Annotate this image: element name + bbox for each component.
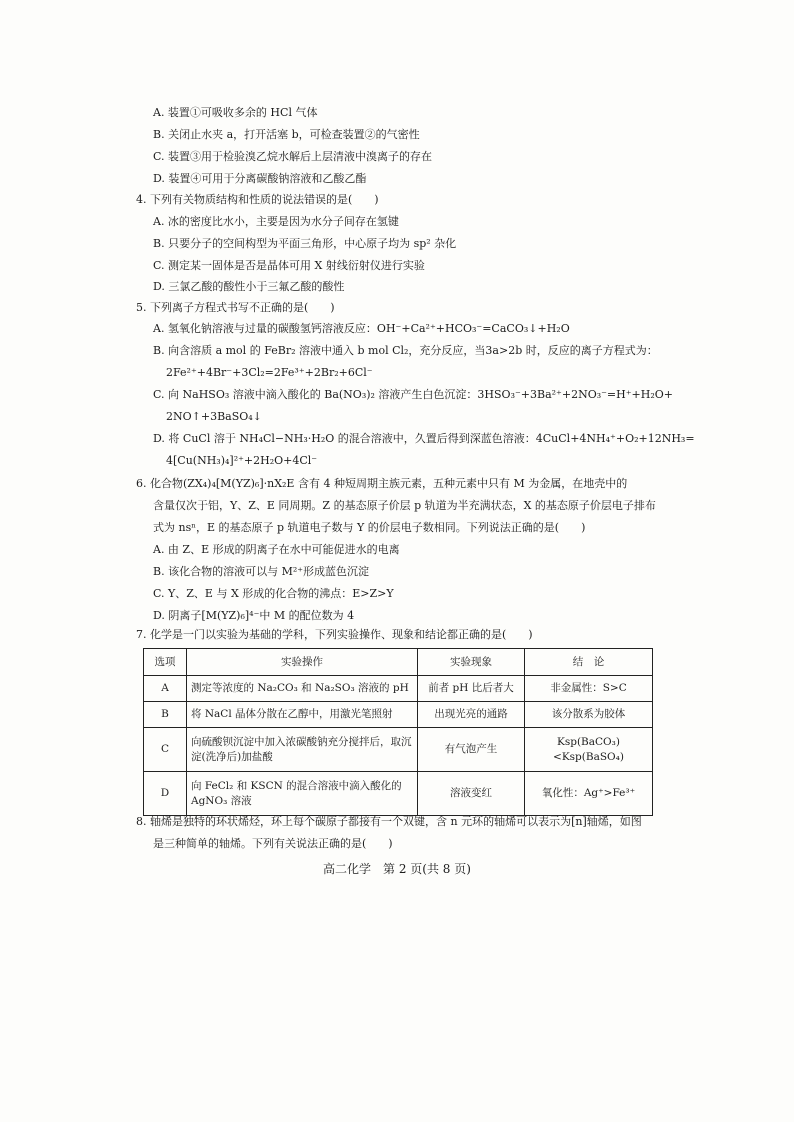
q6-stem-line2: 含量仅次于铝，Y、Z、E 同周期。Z 的基态原子价层 p 轨道为半充满状态，X 的基态原子价层电子排布 [153,499,656,512]
header-conclusion: 结 论 [525,649,653,676]
row-option: D [144,772,187,816]
q6-stem-line3: 式为 nsⁿ，E 的基态原子 p 轨道电子数与 Y 的价层电子数相同。下列说法正确的是( ) [153,521,586,534]
q5-option-b: B. 向含溶质 a mol 的 FeBr₂ 溶液中通入 b mol Cl₂，充分反应，当3a>2b 时，反应的离子方程式为： [153,344,658,357]
q3-option-b: B. 关闭止水夹 a，打开活塞 b，可检查装置②的气密性 [153,128,420,141]
q5-option-c: C. 向 NaHSO₃ 溶液中滴入酸化的 Ba(NO₃)₂ 溶液产生白色沉淀：3HSO₃⁻+3Ba²⁺+2NO₃⁻=H⁺+H₂O+ [153,388,674,401]
row-phenomenon: 前者 pH 比后者大 [418,676,525,702]
table-header-row [144,649,653,676]
q3-option-d: D. 装置④可用于分离碳酸钠溶液和乙酸乙酯 [153,172,367,185]
header-phenomenon: 实验现象 [418,649,525,676]
table-row [144,772,653,816]
q4-option-d: D. 三氯乙酸的酸性小于三氟乙酸的酸性 [153,280,345,293]
experiment-table [143,648,653,816]
row-operation: 测定等浓度的 Na₂CO₃ 和 Na₂SO₃ 溶液的 pH [187,676,418,702]
q5-option-d-cont: 4[Cu(NH₃)₄]²⁺+2H₂O+4Cl⁻ [166,454,318,467]
q5-stem: 5. 下列离子方程式书写不正确的是( ) [136,301,335,314]
row-option: A [144,676,187,702]
q6-option-d: D. 阴离子[M(YZ)₆]⁴⁻中 M 的配位数为 4 [153,609,355,622]
row-option: B [144,702,187,728]
q6-option-b: B. 该化合物的溶液可以与 M²⁺形成蓝色沉淀 [153,565,370,578]
q6-option-c: C. Y、Z、E 与 X 形成的化合物的沸点：E>Z>Y [153,587,394,600]
row-operation: 将 NaCl 晶体分散在乙醇中，用激光笔照射 [187,702,418,728]
row-conclusion: Ksp(BaCO₃)<Ksp(BaSO₄) [525,728,653,772]
q6-option-a: A. 由 Z、E 形成的阴离子在水中可能促进水的电离 [153,543,400,556]
row-phenomenon: 溶液变红 [418,772,525,816]
row-option: C [144,728,187,772]
row-phenomenon: 出现光亮的通路 [418,702,525,728]
q8-stem-line1: 8. 轴烯是独特的环状烯烃，环上每个碳原子都接有一个双键，含 n 元环的轴烯可以表示为[n]轴烯，如图 [136,815,642,828]
q5-option-b-equation: 2Fe²⁺+4Br⁻+3Cl₂=2Fe³⁺+2Br₂+6Cl⁻ [166,366,373,379]
header-operation: 实验操作 [187,649,418,676]
table-row [144,728,653,772]
row-conclusion: 非金属性：S>C [525,676,653,702]
page-footer: 高二化学 第 2 页(共 8 页) [323,862,471,876]
table-row [144,702,653,728]
q4-option-c: C. 测定某一固体是否是晶体可用 X 射线衍射仪进行实验 [153,259,425,272]
q5-option-a: A. 氢氧化钠溶液与过量的碳酸氢钙溶液反应：OH⁻+Ca²⁺+HCO₃⁻=CaCO₃↓+H₂O [153,322,570,335]
row-conclusion: 氧化性：Ag⁺>Fe³⁺ [525,772,653,816]
q5-option-c-cont: 2NO↑+3BaSO₄↓ [166,410,262,423]
q6-stem-line1: 6. 化合物(ZX₄)₄[M(YZ)₆]·nX₂E 含有 4 种短周期主族元素，五种元素中只有 M 为金属，在地壳中的 [136,477,628,490]
header-option: 选项 [144,649,187,676]
row-phenomenon: 有气泡产生 [418,728,525,772]
table-row [144,676,653,702]
q7-stem: 7. 化学是一门以实验为基础的学科，下列实验操作、现象和结论都正确的是( ) [136,628,533,641]
row-operation: 向 FeCl₂ 和 KSCN 的混合溶液中滴入酸化的 AgNO₃ 溶液 [187,772,418,816]
q3-option-c: C. 装置③用于检验溴乙烷水解后上层清液中溴离子的存在 [153,150,433,163]
row-operation: 向硫酸钡沉淀中加入浓碳酸钠充分搅拌后，取沉淀(洗净后)加盐酸 [187,728,418,772]
q4-stem: 4. 下列有关物质结构和性质的说法错误的是( ) [136,193,379,206]
q3-option-a: A. 装置①可吸收多余的 HCl 气体 [153,106,318,119]
q4-option-a: A. 冰的密度比水小，主要是因为水分子间存在氢键 [153,215,399,228]
q5-option-d: D. 将 CuCl 溶于 NH₄Cl−NH₃·H₂O 的混合溶液中，久置后得到深蓝色溶液：4CuCl+4NH₄⁺+O₂+12NH₃= [153,432,695,445]
q4-option-b: B. 只要分子的空间构型为平面三角形，中心原子均为 sp² 杂化 [153,237,457,250]
row-conclusion: 该分散系为胶体 [525,702,653,728]
q8-stem-line2: 是三种简单的轴烯。下列有关说法正确的是( ) [153,837,393,850]
